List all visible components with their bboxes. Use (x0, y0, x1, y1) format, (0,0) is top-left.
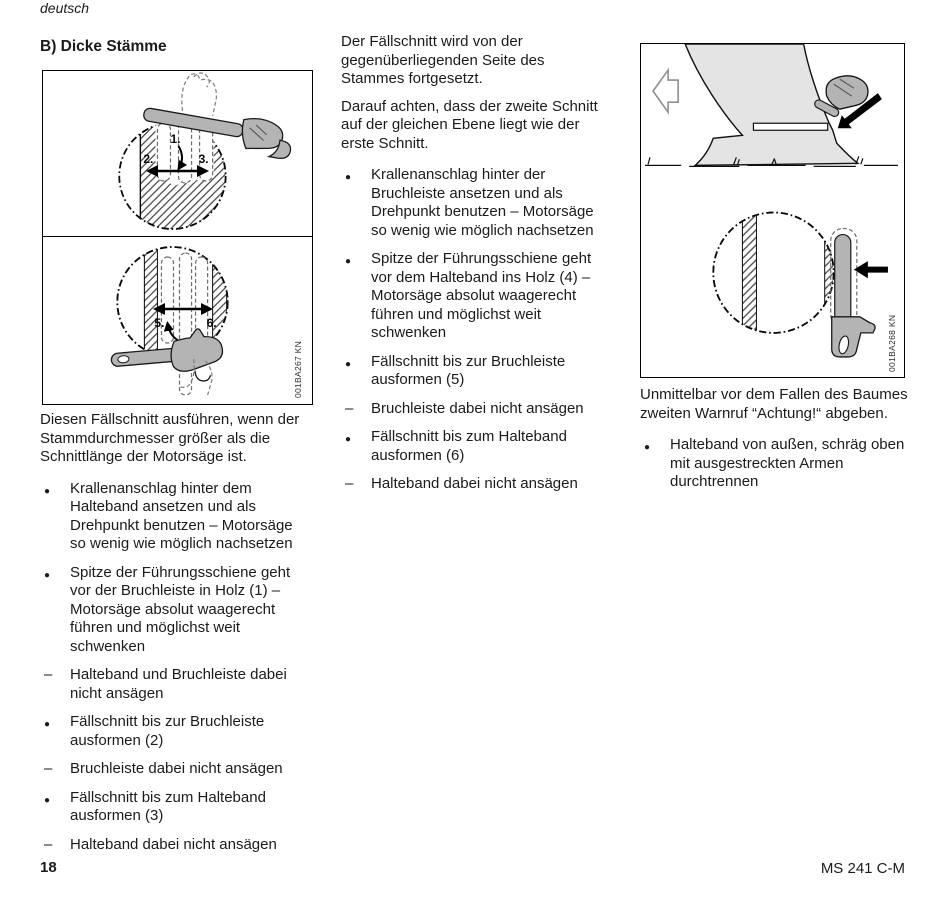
figure-label-3: 3. (198, 152, 209, 166)
dash-marker: – (345, 399, 354, 417)
list-item (40, 836, 314, 855)
cut-direction-arrow (854, 261, 888, 278)
falling-tree-diagram (641, 44, 904, 377)
trunk-cross-section-diagram-2 (43, 237, 312, 402)
list-item-text: Spitze der Führungsschiene geht vor dem Halteband ins Holz (4) – Motorsäge absolut waagerecht führen und möglichst weit schwenken (371, 250, 592, 341)
fall-direction-arrow-icon (653, 70, 678, 112)
figure-caption: 001BA268 KN (886, 314, 897, 372)
page-language-header: deutsch (40, 0, 90, 16)
list-item-text: Bruchleiste dabei nicht ansägen (70, 760, 283, 777)
list-item-text: Krallenanschlag hinter dem Halteband ansetzen und als Drehpunkt benutzen – Motorsäge so wenig wie möglich nachsetzen (70, 479, 293, 552)
list-item-text: Fällschnitt bis zum Halteband ausformen (6) (371, 428, 567, 464)
bullet-marker: ● (644, 442, 651, 453)
list-item (341, 400, 609, 419)
figure-opposite-side-cut (640, 43, 905, 378)
list-item-text: Fällschnitt bis zur Bruchleiste ausformen (2) (70, 713, 265, 749)
figure-felling-cut-sequence (42, 70, 313, 405)
ghost-chainsaw-outline (182, 73, 217, 116)
page-number: 18 (40, 859, 57, 876)
dash-marker: – (44, 835, 53, 853)
bullet-marker: ● (44, 719, 51, 730)
list-item (40, 789, 314, 826)
paragraph: Diesen Fällschnitt ausführen, wenn der Stammdurchmesser größer als die Schnittlänge der Motorsäge ist. (40, 411, 300, 465)
chainsaw-icon (832, 235, 875, 357)
list-item (640, 436, 922, 492)
list-item-text: Krallenanschlag hinter der Bruchleiste ansetzen und als Drehpunkt benutzen – Motorsäge so wenig wie möglich nachsetzen (371, 166, 594, 239)
list-item-text: Halteband dabei nicht ansägen (70, 835, 277, 853)
list-item (341, 353, 609, 390)
bullet-marker: ● (345, 172, 352, 183)
list-item-text: Fällschnitt bis zur Bruchleiste ausformen (5) (371, 352, 566, 388)
dash-marker: – (44, 666, 53, 683)
dash-marker: – (345, 475, 354, 492)
bullet-marker: ● (44, 794, 51, 806)
list-item (40, 666, 314, 703)
list-item (341, 475, 609, 494)
list-item-text: Halteband und Bruchleiste dabei nicht ansägen (70, 666, 287, 702)
trunk-cross-section-diagram-1 (43, 71, 312, 236)
bruchleiste-strip (742, 211, 756, 335)
figure-panel-second-cut (43, 237, 312, 402)
paragraph: Unmittelbar vor dem Fallen des Baumes zweiten Warnruf “Achtung!“ abgeben. (640, 386, 908, 422)
figure-panel-first-cut (43, 71, 312, 237)
list-item-text: Bruchleiste dabei nicht ansägen (371, 399, 584, 417)
bullet-marker: ● (345, 434, 352, 445)
list-item (40, 564, 314, 657)
paragraph: Darauf achten, dass der zweite Schnitt auf der gleichen Ebene liegt wie der erste Schnitt. (341, 97, 598, 152)
figure-label-6: 6. (206, 316, 217, 330)
figure-caption: 001BA267 KN (292, 340, 303, 398)
section-heading: B) Dicke Stämme (40, 38, 167, 55)
bullet-marker: ● (44, 569, 51, 581)
list-item (40, 760, 314, 779)
model-designation: MS 241 C-M (820, 860, 905, 877)
felling-cut-slot (753, 123, 827, 130)
list-item (341, 250, 609, 343)
list-item-text: Fällschnitt bis zum Halteband ausformen (3) (70, 788, 266, 824)
figure-label-1: 1. (170, 132, 181, 146)
bullet-marker: ● (345, 256, 352, 267)
bruchleiste-strip (144, 245, 157, 361)
right-column (640, 386, 922, 502)
list-item (341, 428, 609, 465)
left-column (40, 411, 314, 864)
figure-label-2: 2. (143, 152, 154, 166)
bullet-marker: ● (345, 358, 352, 370)
list-item (341, 166, 609, 240)
figure-label-5: 5. (154, 316, 165, 330)
list-item (40, 480, 314, 554)
list-item (40, 713, 314, 750)
paragraph: Der Fällschnitt wird von der gegenüberliegenden Seite des Stammes fortgesetzt. (341, 33, 545, 87)
dash-marker: – (44, 760, 53, 777)
middle-column (341, 33, 609, 504)
list-item-text: Halteband von außen, schräg oben mit ausgestreckten Armen durchtrennen (670, 436, 905, 490)
bullet-marker: ● (44, 485, 51, 497)
list-item-text: Halteband dabei nicht ansägen (371, 475, 578, 492)
list-item-text: Spitze der Führungsschiene geht vor der Bruchleiste in Holz (1) – Motorsäge absolut waagerecht führen und möglichst weit schwenken (70, 563, 291, 655)
